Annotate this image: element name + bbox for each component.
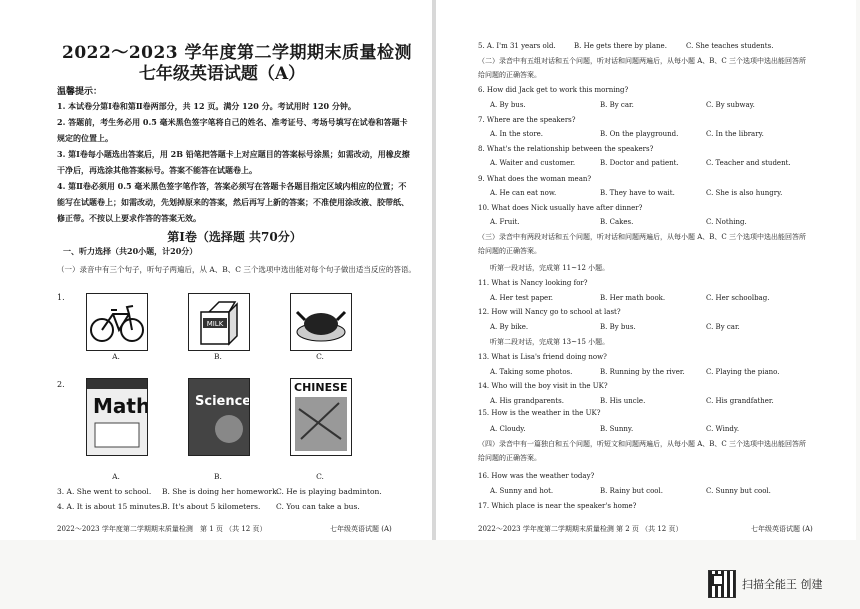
tip-3: 3. 第Ⅰ卷每小题选出答案后，用 2B 铅笔把答题卡上对应题目的答案标号涂黑；如需改动，用橡皮擦干净后，再选涂其他答案标号。答案不能答在试题卷上。 bbox=[57, 149, 410, 175]
footer-page-number-2: 第 2 页 （共 12 页） bbox=[616, 525, 683, 533]
math-book-image bbox=[86, 378, 148, 456]
volume-title: 第Ⅰ卷（选择题 共70分） bbox=[167, 230, 302, 244]
question-1-number: 1. bbox=[57, 293, 65, 302]
q10-option-b: B. Cakes. bbox=[600, 218, 634, 226]
q16-text: 16. How was the weather today? bbox=[478, 472, 595, 480]
q1-option-b: B. bbox=[214, 352, 222, 361]
q13-option-b: B. Running by the river. bbox=[600, 368, 685, 376]
q3-option-b: B. She is doing her homework. bbox=[162, 487, 280, 496]
q13-option-c: C. Playing the piano. bbox=[706, 368, 780, 376]
q2-option-b: B. bbox=[214, 472, 222, 481]
q15-option-a: A. Cloudy. bbox=[490, 425, 526, 433]
section-heading: 一、听力选择（共20小题，计20分） bbox=[63, 246, 198, 256]
milk-carton-image bbox=[188, 293, 250, 351]
q7-option-a: A. In the store. bbox=[490, 130, 544, 138]
q1-option-a: A. bbox=[112, 352, 120, 361]
tips-heading: 温馨提示： bbox=[57, 87, 103, 97]
q8-option-c: C. Teacher and student. bbox=[706, 159, 791, 167]
qr-code-icon bbox=[708, 570, 736, 598]
q7-text: 7. Where are the speakers? bbox=[478, 116, 576, 124]
footer-paper-name: 七年级英语试题 (A) bbox=[330, 525, 392, 533]
q6-option-a: A. By bus. bbox=[490, 101, 526, 109]
q5-option-b: B. He gets there by plane. bbox=[574, 42, 667, 50]
q5-option-c: C. She teaches students. bbox=[686, 42, 774, 50]
q8-option-b: B. Doctor and patient. bbox=[600, 159, 679, 167]
q14-option-a: A. His grandparents. bbox=[490, 397, 564, 405]
chinese-book-image bbox=[290, 378, 352, 456]
q3-option-a: 3. A. She went to school. bbox=[57, 487, 152, 496]
q6-text: 6. How did Jack get to work this morning? bbox=[478, 86, 629, 94]
scanner-watermark bbox=[708, 570, 823, 598]
part2-instructions: （二）录音中有五组对话和五个问题，听对话和问题两遍后，从每小题 A、B、C 三个选项中选出能回答所给问题的正确答案。 bbox=[478, 57, 807, 79]
q16-option-b: B. Rainy but cool. bbox=[600, 487, 663, 495]
q4-option-a: 4. A. It is about 15 minutes. bbox=[57, 502, 163, 511]
q16-option-a: A. Sunny and hot. bbox=[490, 487, 554, 495]
q11-text: 11. What is Nancy looking for? bbox=[478, 279, 588, 287]
part1-instructions: （一）录音中有三个句子，听句子两遍后，从 A、B、C 三个选项中选出能对每个句子做出适当反应的答语。 bbox=[57, 265, 416, 274]
part4-instructions: （四）录音中有一篇独白和五个问题，听短文和问题两遍后，从每小题 A、B、C 三个选项中选出能回答所给问题的正确答案。 bbox=[478, 440, 807, 462]
tip-4: 4. 第Ⅱ卷必须用 0.5 毫米黑色签字笔作答，答案必须写在答题卡各题目指定区域内相应的位置；不能写在试题卷上；如需改动，先划掉原来的答案，然后再写上新的答案；不准使用涂改液、胶带纸、修正带。不按以上要求作答的答案无效。 bbox=[57, 181, 409, 223]
bicycle-image bbox=[86, 293, 148, 351]
q1-option-c: C. bbox=[316, 352, 324, 361]
q14-option-c: C. His grandfather. bbox=[706, 397, 774, 405]
q15-option-c: C. Windy. bbox=[706, 425, 740, 433]
roast-chicken-image bbox=[290, 293, 352, 351]
q8-text: 8. What's the relationship between the speakers? bbox=[478, 145, 654, 153]
q16-option-c: C. Sunny but cool. bbox=[706, 487, 771, 495]
svg-text:MILK: MILK bbox=[206, 320, 224, 328]
q2-option-c: C. bbox=[316, 472, 324, 481]
q6-option-b: B. By car. bbox=[600, 101, 634, 109]
watermark-text: 扫描全能王 创建 bbox=[742, 578, 823, 591]
q15-option-b: B. Sunny. bbox=[600, 425, 634, 433]
question-2-number: 2. bbox=[57, 380, 65, 389]
science-book-image bbox=[188, 378, 250, 456]
chinese-book-title: CHINESE bbox=[294, 381, 348, 394]
q5-option-a: 5. A. I'm 31 years old. bbox=[478, 42, 556, 50]
q14-option-b: B. His uncle. bbox=[600, 397, 646, 405]
q8-option-a: A. Waiter and customer. bbox=[490, 159, 576, 167]
tip-1: 1. 本试卷分第Ⅰ卷和第Ⅱ卷两部分，共 12 页。满分 120 分。考试用时 120 分钟。 bbox=[57, 101, 356, 111]
q7-option-b: B. On the playground. bbox=[600, 130, 679, 138]
q12-text: 12. How will Nancy go to school at last? bbox=[478, 308, 621, 316]
q2-option-a: A. bbox=[112, 472, 120, 481]
q4-option-c: C. You can take a bus. bbox=[276, 502, 360, 511]
q12-option-a: A. By bike. bbox=[490, 323, 529, 331]
q6-option-c: C. By subway. bbox=[706, 101, 755, 109]
q4-option-b: B. It's about 5 kilometers. bbox=[162, 502, 261, 511]
q11-option-a: A. Her test paper. bbox=[490, 294, 553, 302]
footer-page-number: 第 1 页 （共 12 页） bbox=[200, 525, 267, 533]
footer-paper-name-2: 七年级英语试题 (A) bbox=[751, 525, 813, 533]
dialog2-instructions: 听第二段对话，完成第 13~15 小题。 bbox=[490, 338, 610, 346]
q12-option-b: B. By bus. bbox=[600, 323, 636, 331]
q11-option-c: C. Her schoolbag. bbox=[706, 294, 770, 302]
math-book-title: Math bbox=[93, 394, 147, 418]
part3-instructions: （三）录音中有两段对话和五个问题，听对话和问题两遍后，从每小题 A、B、C 三个选项中选出能回答所给问题的正确答案。 bbox=[478, 233, 807, 255]
exam-subtitle: 七年级英语试题（A） bbox=[138, 64, 306, 84]
dialog1-instructions: 听第一段对话，完成第 11~12 小题。 bbox=[490, 264, 610, 272]
q3-option-c: C. He is playing badminton. bbox=[276, 487, 382, 496]
tip-2: 2. 答题前，考生务必用 0.5 毫米黑色签字笔将自己的姓名、准考证号、考场号填写在试卷和答题卡规定的位置上。 bbox=[57, 117, 408, 143]
q13-option-a: A. Taking some photos. bbox=[490, 368, 573, 376]
footer-exam-name-2: 2022～2023 学年度第二学期期末质量检测 bbox=[478, 525, 614, 533]
q10-option-a: A. Fruit. bbox=[490, 218, 520, 226]
q12-option-c: C. By car. bbox=[706, 323, 740, 331]
science-book-title: Science bbox=[195, 394, 249, 409]
q11-option-b: B. Her math book. bbox=[600, 294, 666, 302]
q15-text: 15. How is the weather in the UK? bbox=[478, 409, 601, 417]
exam-page-1 bbox=[0, 0, 432, 540]
q9-option-a: A. He can eat now. bbox=[490, 189, 557, 197]
q9-option-c: C. She is also hungry. bbox=[706, 189, 783, 197]
exam-title: 2022～2023 学年度第二学期期末质量检测 bbox=[62, 43, 413, 63]
footer-exam-name: 2022～2023 学年度第二学期期末质量检测 bbox=[57, 525, 193, 533]
q10-option-c: C. Nothing. bbox=[706, 218, 747, 226]
q10-text: 10. What does Nick usually have after dinner? bbox=[478, 204, 643, 212]
q7-option-c: C. In the library. bbox=[706, 130, 764, 138]
q9-text: 9. What does the woman mean? bbox=[478, 175, 592, 183]
q9-option-b: B. They have to wait. bbox=[600, 189, 675, 197]
q13-text: 13. What is Lisa's friend doing now? bbox=[478, 353, 607, 361]
q17-text: 17. Which place is near the speaker's home? bbox=[478, 502, 637, 510]
exam-page-2 bbox=[436, 0, 856, 540]
q14-text: 14. Who will the boy visit in the UK? bbox=[478, 382, 608, 390]
